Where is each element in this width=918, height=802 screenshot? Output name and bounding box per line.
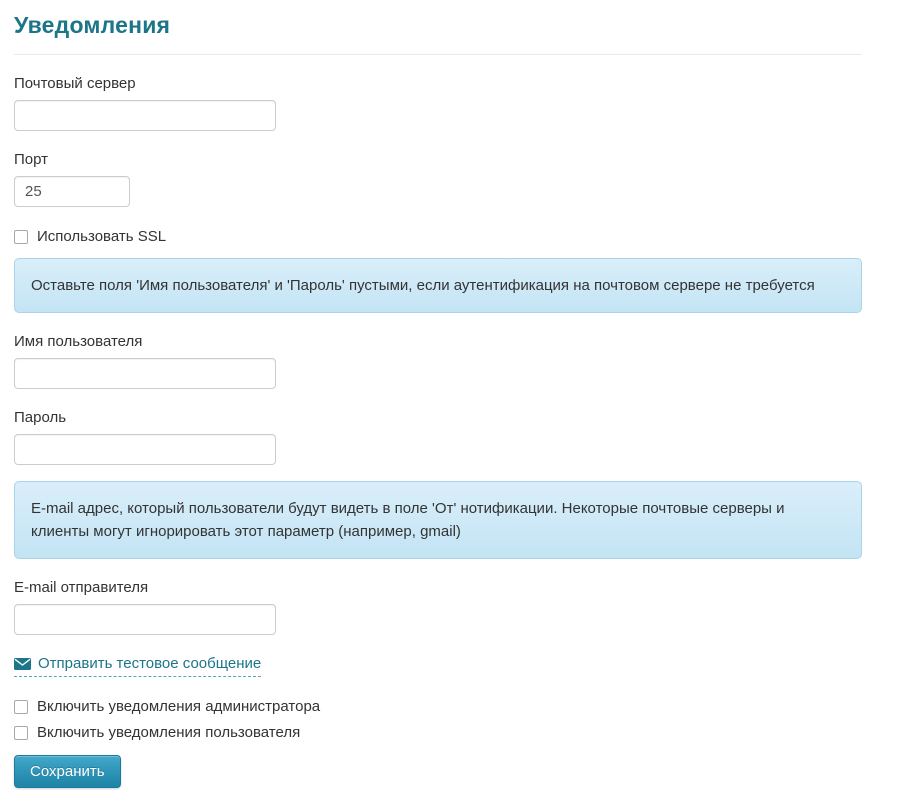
- notifications-settings-pane: [14, 0, 862, 788]
- user-notifications-label[interactable]: Включить уведомления пользователя: [37, 724, 301, 741]
- admin-notifications-checkbox[interactable]: [14, 700, 28, 714]
- send-test-message-label: Отправить тестовое сообщение: [38, 655, 262, 672]
- password-input[interactable]: [14, 434, 276, 465]
- admin-notifications-row: [14, 698, 862, 715]
- username-label: Имя пользователя: [14, 333, 143, 350]
- sender-email-label: E-mail отправителя: [14, 579, 149, 596]
- send-test-message-link[interactable]: [14, 655, 261, 677]
- user-notifications-checkbox[interactable]: [14, 726, 28, 740]
- notification-toggles: [14, 698, 862, 741]
- page-title: Уведомления: [14, 12, 171, 38]
- sender-hint-box: E-mail адрес, который пользователи будут видеть в поле 'От' нотификации. Некоторые почтовые серверы и клиенты могут игнорировать этот параметр (например, gmail): [14, 481, 862, 559]
- use-ssl-label[interactable]: Использовать SSL: [37, 228, 167, 245]
- mail-server-label: Почтовый сервер: [14, 75, 136, 92]
- port-input[interactable]: [14, 176, 130, 207]
- password-label: Пароль: [14, 409, 67, 426]
- user-notifications-row: [14, 724, 862, 741]
- username-input[interactable]: [14, 358, 276, 389]
- admin-notifications-label[interactable]: Включить уведомления администратора: [37, 698, 321, 715]
- mail-server-input[interactable]: [14, 100, 276, 131]
- sender-email-input[interactable]: [14, 604, 276, 635]
- use-ssl-checkbox[interactable]: [14, 230, 28, 244]
- auth-hint-box: Оставьте поля 'Имя пользователя' и 'Пароль' пустыми, если аутентификация на почтовом сервере не требуется: [14, 258, 862, 313]
- port-label: Порт: [14, 151, 49, 168]
- save-button[interactable]: Сохранить: [14, 755, 121, 788]
- envelope-icon: [14, 658, 31, 670]
- title-divider: [14, 54, 862, 55]
- use-ssl-row: [14, 228, 862, 245]
